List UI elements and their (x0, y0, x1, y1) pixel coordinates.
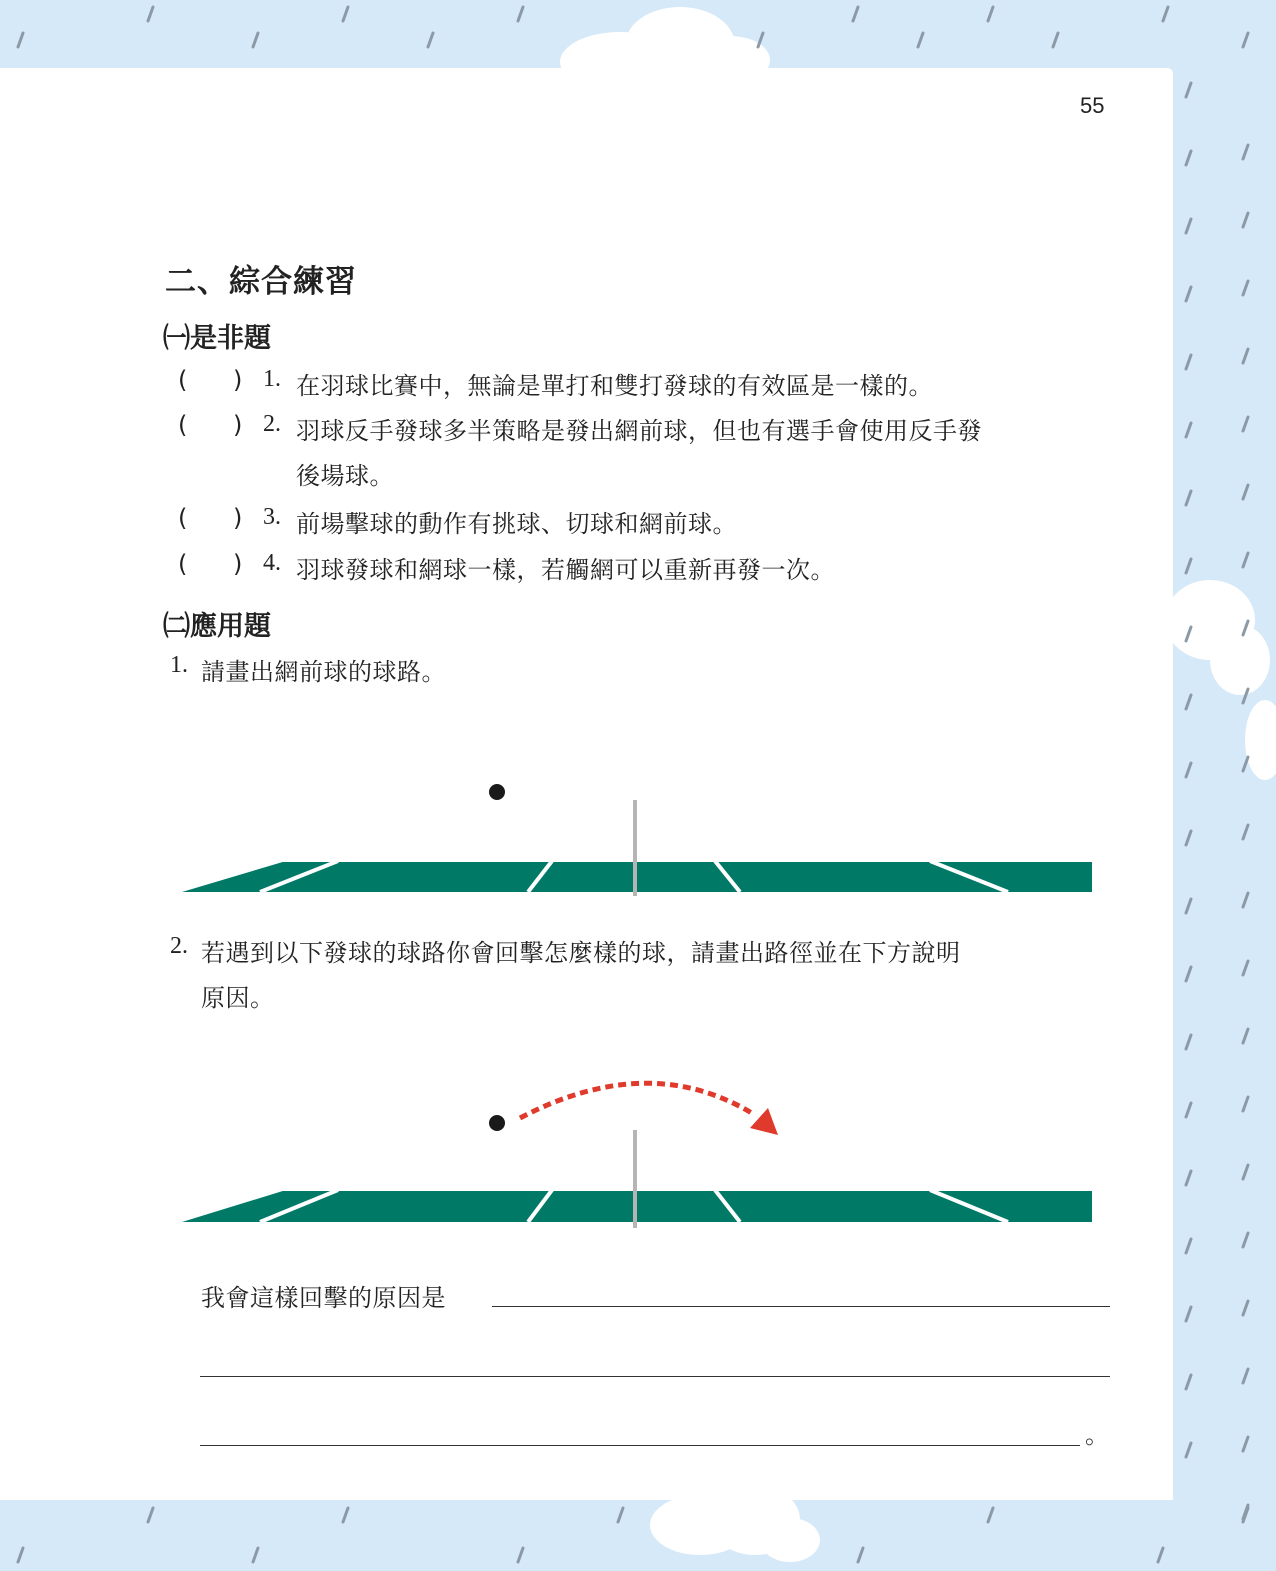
rain-streak (1186, 967, 1191, 981)
shuttlecock-icon (489, 1115, 505, 1131)
answer-paren-close: ) (233, 504, 243, 532)
serve-trajectory (520, 1083, 755, 1118)
rain-streak (148, 1508, 153, 1522)
rain-streak (1186, 1171, 1191, 1185)
question-text: 羽球反手發球多半策略是發出網前球，但也有選手會使用反手發 (296, 417, 982, 445)
court-top-edge (170, 1185, 1110, 1191)
shuttlecock-icon (489, 784, 505, 800)
answer-line-3[interactable] (200, 1445, 1080, 1446)
rain-streak (988, 1508, 993, 1522)
application-heading: ㈡應用題 (163, 611, 271, 642)
rain-streak (1243, 1029, 1248, 1043)
question-number: 4. (263, 550, 281, 576)
answer-paren-close: ) (233, 411, 243, 439)
rain-streak (428, 33, 433, 47)
rain-streak (1243, 961, 1248, 975)
rain-streak (343, 7, 348, 21)
rain-streak (1243, 1097, 1248, 1111)
answer-paren-open[interactable]: ( (178, 550, 188, 578)
rain-streak (1186, 423, 1191, 437)
cloud-icon (1165, 580, 1270, 695)
rain-streak (1186, 1443, 1191, 1457)
rain-streak (918, 33, 923, 47)
rain-streak (18, 33, 23, 47)
rain-streak (1243, 553, 1248, 567)
rain-streak (1053, 33, 1058, 47)
answer-paren-close: ) (233, 550, 243, 578)
answer-paren-open[interactable]: ( (178, 366, 188, 394)
rain-streak (1243, 213, 1248, 227)
rain-streak (1243, 1369, 1248, 1383)
rain-streak (1158, 1548, 1163, 1562)
rain-streak (1243, 893, 1248, 907)
rain-streak (1186, 559, 1191, 573)
rain-streak (1243, 281, 1248, 295)
rain-streak (988, 7, 993, 21)
rain-streak (1163, 7, 1168, 21)
rain-streak (1186, 151, 1191, 165)
answer-line-1[interactable] (492, 1306, 1110, 1307)
rain-streak (1186, 695, 1191, 709)
question-text-continued: 後場球。 (296, 462, 394, 490)
question-text-continued: 原因。 (201, 984, 275, 1012)
rain-streak (148, 7, 153, 21)
rain-streak (1243, 417, 1248, 431)
rain-streak (1243, 825, 1248, 839)
rain-streak (853, 7, 858, 21)
rain-streak (1186, 1239, 1191, 1253)
rain-streak (1243, 1165, 1248, 1179)
rain-streak (1186, 491, 1191, 505)
question-number: 2. (170, 933, 188, 959)
rain-streak (1186, 1307, 1191, 1321)
rain-streak (1186, 763, 1191, 777)
question-number: 2. (263, 411, 281, 437)
rain-streak (1243, 349, 1248, 363)
question-number: 3. (263, 504, 281, 530)
cloud-icon (1245, 700, 1276, 780)
rain-streak (343, 1508, 348, 1522)
rain-streak (1186, 831, 1191, 845)
rain-streak (18, 1548, 23, 1562)
question-text: 請畫出網前球的球路。 (201, 658, 446, 686)
page-number: 55 (1080, 93, 1105, 118)
rain-streak (1243, 33, 1248, 47)
question-text: 羽球發球和網球一樣，若觸網可以重新再發一次。 (296, 556, 835, 584)
rain-streak (1243, 1233, 1248, 1247)
rain-streak (858, 1548, 863, 1562)
answer-paren-open[interactable]: ( (178, 411, 188, 439)
rain-streak (1186, 287, 1191, 301)
rain-streak (1186, 1035, 1191, 1049)
rain-streak (1186, 1103, 1191, 1117)
answer-end-mark: 。 (1085, 1421, 1110, 1449)
answer-prompt: 我會這樣回擊的原因是 (201, 1284, 446, 1312)
rain-streak (1186, 899, 1191, 913)
rain-streak (1186, 83, 1191, 97)
rain-streak (1186, 355, 1191, 369)
rain-streak (1186, 219, 1191, 233)
question-text: 在羽球比賽中，無論是單打和雙打發球的有效區是一樣的。 (296, 372, 933, 400)
question-text: 若遇到以下發球的球路你會回擊怎麼樣的球，請畫出路徑並在下方說明 (201, 939, 961, 967)
true-false-heading: ㈠是非題 (163, 323, 271, 354)
question-number: 1. (263, 366, 281, 392)
rain-streak (253, 1548, 258, 1562)
court-diagram-2[interactable] (170, 1060, 1110, 1235)
rain-streak (518, 7, 523, 21)
rain-streak (1186, 1375, 1191, 1389)
court-diagram-1[interactable] (170, 770, 1110, 910)
rain-streak (618, 1508, 623, 1522)
answer-paren-open[interactable]: ( (178, 504, 188, 532)
rain-streak (518, 1548, 523, 1562)
question-text: 前場擊球的動作有挑球、切球和網前球。 (296, 510, 737, 538)
question-number: 1. (170, 652, 188, 678)
arrow-icon (750, 1108, 778, 1135)
rain-streak (253, 33, 258, 47)
answer-paren-close: ) (233, 366, 243, 394)
rain-streak (1243, 485, 1248, 499)
section-title: 二、綜合練習 (165, 264, 357, 300)
rain-streak (1243, 1301, 1248, 1315)
rain-streak (1243, 757, 1248, 771)
rain-streak (1243, 1437, 1248, 1451)
rain-streak (1243, 145, 1248, 159)
court-top-edge (170, 856, 1110, 862)
answer-line-2[interactable] (200, 1376, 1110, 1377)
